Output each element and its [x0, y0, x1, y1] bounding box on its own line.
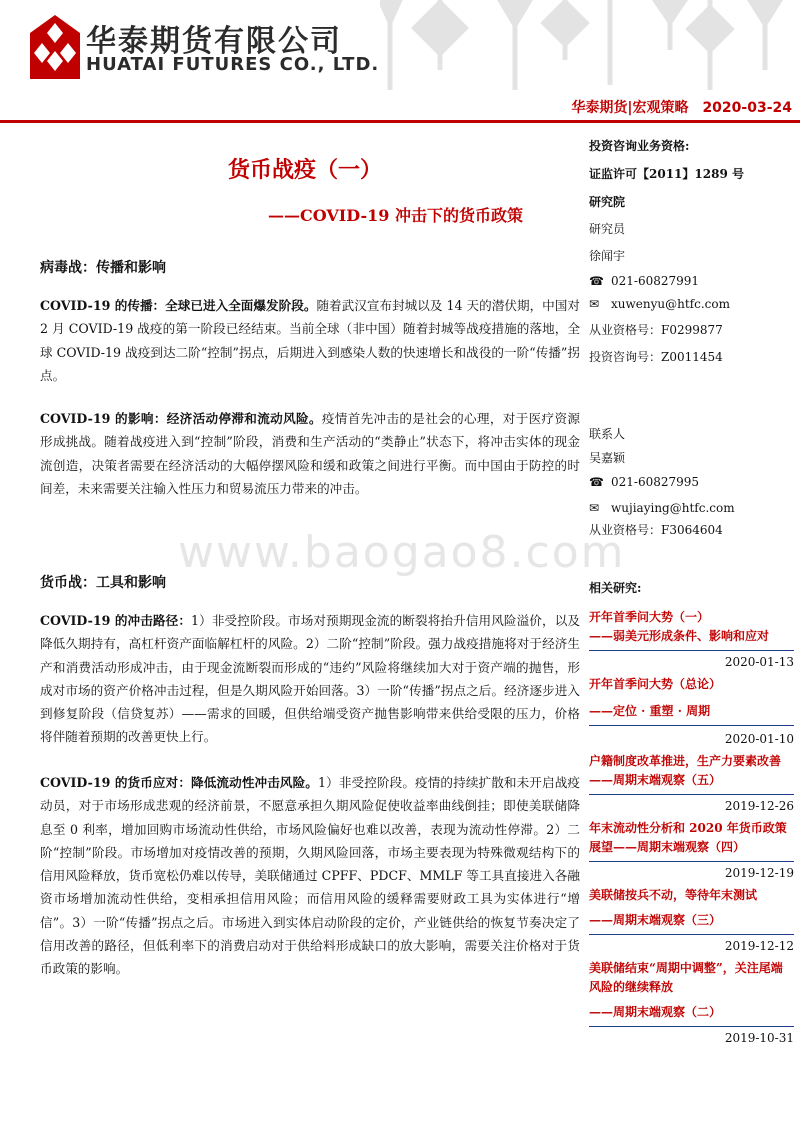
mail-icon: ✉ — [589, 501, 600, 515]
related-heading: 相关研究: — [589, 581, 642, 595]
related-date: 2019-10-31 — [724, 1031, 794, 1045]
related-research — [589, 579, 794, 1045]
contact-phone: 021-60827995 — [611, 475, 700, 489]
paragraph-text: 疫情首先冲击的是社会的心理，对于医疗资源形成挑战。随着战疫进入到“控制”阶段，消费和生产活动的“类静止”状态下，将冲击实体的现金流创造，决策者需要在经济活动的大幅停摆风险和缓和政策之间进行平衡。而中国由于防控的时间差，未来需要关注输入性压力和贸易流压力带来的冲击。 — [40, 411, 580, 496]
phone-icon: ☎ — [589, 475, 604, 489]
analyst-name: 徐闻宇 — [589, 249, 626, 263]
paragraph-text: 1）非受控阶段。市场对预期现金流的断裂将抬升信用风险溢价，以及降低久期持有，高杠杆资产面临解杠杆的风险。2）二阶“控制”阶段。强力战疫措施将对于经济生产和消费活动形成冲击，由于现金流断裂而形成的“违约”风险将继续加大对于资产端的抛售，形成对市场的资产价格冲击过程，但是久期风险开始回落。3）一阶“传播”拐点之后。经济逐步进入到修复阶段（信贷复苏）——需求的回暖，但供给端受资产抛售影响带来供给受限的压力，价格将伴随着预期的改善更快上行。 — [40, 613, 580, 745]
paragraph-text: 随着武汉宣布封城以及 14 天的潜伏期，中国对 2 月 COVID-19 战疫的第一阶段已经结束。当前全球（非中国）随着封城等战疫措施的落地，全球 COVID-19 战疫到达二阶“控制”拐点，后期进入到感染人数的快速增长和战役的一阶“传播”拐点。 — [40, 298, 580, 383]
divider — [589, 1026, 794, 1027]
related-date: 2020-01-10 — [724, 732, 794, 746]
related-title[interactable]: 户籍制度改革推进，生产力要素改善——周期末端观察（五） — [589, 754, 782, 787]
watermark: www.baogao8.com — [178, 527, 626, 578]
divider — [589, 861, 794, 862]
contact-email-row — [589, 501, 735, 515]
contact-role: 联系人 — [589, 427, 626, 441]
company-name-cn: 华泰期货有限公司 — [86, 24, 342, 59]
related-title[interactable]: 开年首季问大势（总论） — [589, 677, 722, 691]
related-item[interactable] — [589, 959, 794, 1045]
related-title[interactable]: 年末流动性分析和 2020 年货币政策展望——周期末端观察（四） — [589, 821, 787, 854]
analyst-phone-row — [589, 274, 699, 288]
company-logo-icon — [30, 15, 80, 79]
license-number: 证监许可【2011】1289 号 — [589, 167, 744, 181]
section-heading: 病毒战：传播和影响 — [40, 260, 166, 276]
related-subtitle: ——弱美元形成条件、影响和应对 — [589, 629, 770, 643]
institute-label: 研究院 — [589, 195, 626, 209]
analyst-email-row — [589, 297, 730, 311]
related-title[interactable]: 美联储按兵不动，等待年末测试 — [589, 888, 758, 902]
paragraph — [40, 294, 580, 387]
contact-cert: 从业资格号：F3064604 — [589, 523, 723, 537]
related-item[interactable] — [589, 819, 794, 880]
paragraph — [40, 609, 580, 749]
related-item[interactable] — [589, 752, 794, 813]
paragraph — [40, 407, 580, 500]
divider — [589, 794, 794, 795]
contact-phone-row — [589, 475, 699, 489]
related-subtitle: ——周期末端观察（二） — [589, 1005, 722, 1019]
paragraph-lead: COVID-19 的影响：经济活动停滞和流动风险。 — [40, 411, 322, 426]
qualification-label: 投资咨询业务资格: — [589, 139, 690, 153]
contact-name: 吴嘉颖 — [589, 451, 626, 465]
related-item[interactable] — [589, 886, 794, 953]
analyst-cert: 从业资格号：F0299877 — [589, 323, 723, 337]
divider — [589, 934, 794, 935]
report-category-date: 华泰期货|宏观策略 2020-03-24 — [571, 100, 792, 116]
paragraph — [40, 771, 580, 981]
phone-icon: ☎ — [589, 274, 604, 288]
related-date: 2019-12-26 — [724, 799, 794, 813]
section-heading: 货币战：工具和影响 — [40, 575, 166, 591]
contact-email[interactable]: wujiaying@htfc.com — [611, 501, 735, 515]
header-divider — [0, 120, 800, 123]
related-subtitle: ——定位 · 重塑 · 周期 — [589, 704, 711, 718]
mail-icon: ✉ — [589, 297, 600, 311]
header-decoration — [380, 0, 800, 90]
paragraph-lead: COVID-19 的冲击路径： — [40, 613, 192, 628]
report-title: 货币战疫（一） — [227, 157, 382, 183]
related-item[interactable] — [589, 608, 794, 669]
analyst-role: 研究员 — [589, 222, 626, 236]
related-date: 2020-01-13 — [724, 655, 794, 669]
paragraph-text: 1）非受控阶段。疫情的持续扩散和未开启战疫动员，对于市场形成悲观的经济前景，不愿意承担久期风险促使收益率曲线倒挂；即使美联储降息至 0 利率，增加回购市场流动性供给，市场风险偏好也难以改善，表现为流动性停滞。2）二阶“控制”阶段。市场增加对疫情改善的预期，久期风险回落，市场主要表现为特殊微观结构下的信用风险释放，货币宽松仍难以传导，美联储通过 CPFF、PDCF、MMLF 等工具直接进入各融资市场增加流动性供给，变相承担信用风险；而信用风险的缓释需要财政工具为实体进行“增信”。3）一阶“传播”拐点之后。市场进入到实体启动阶段的定价，产业链供给的恢复节奏决定了信用改善的路径，但低利率下的消费启动对于供给料形成缺口的放大影响，需要关注价格对于货币政策的影响。 — [40, 775, 580, 977]
paragraph-lead: COVID-19 的货币应对：降低流动性冲击风险。 — [40, 775, 319, 790]
related-item[interactable] — [589, 675, 794, 746]
divider — [589, 650, 794, 651]
report-subtitle: ——COVID-19 冲击下的货币政策 — [268, 206, 523, 225]
divider — [589, 725, 794, 726]
related-date: 2019-12-19 — [724, 866, 794, 880]
paragraph-lead: COVID-19 的传播：全球已进入全面爆发阶段。 — [40, 298, 317, 313]
analyst-email[interactable]: xuwenyu@htfc.com — [611, 297, 730, 311]
analyst-phone: 021-60827991 — [611, 274, 700, 288]
related-subtitle: ——周期末端观察（三） — [589, 913, 722, 927]
related-title[interactable]: 美联储结束“周期中调整”，关注尾端风险的继续释放 — [589, 961, 783, 994]
related-title[interactable]: 开年首季问大势（一） — [589, 610, 710, 624]
company-name-en: HUATAI FUTURES CO., LTD. — [86, 54, 380, 75]
analyst-invest-cert: 投资咨询号：Z0011454 — [589, 350, 723, 364]
related-date: 2019-12-12 — [724, 939, 794, 953]
